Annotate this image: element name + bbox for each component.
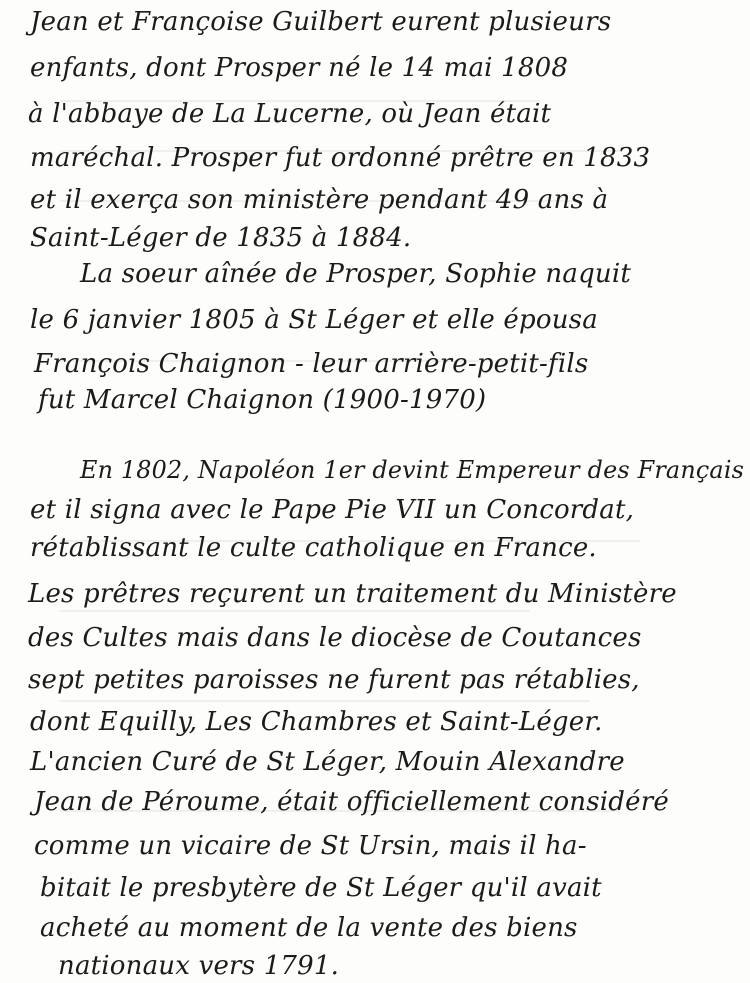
handwritten-line: En 1802, Napoléon 1er devint Empereur des Français	[80, 456, 745, 484]
handwritten-line: Jean et Françoise Guilbert eurent plusieurs	[30, 7, 612, 37]
handwritten-line: L'ancien Curé de St Léger, Mouin Alexandre	[30, 747, 625, 777]
handwritten-line: le 6 janvier 1805 à St Léger et elle épousa	[30, 305, 598, 335]
handwritten-line: enfants, dont Prosper né le 14 mai 1808	[30, 53, 569, 83]
handwritten-line: fut Marcel Chaignon (1900-1970)	[38, 385, 487, 415]
handwritten-line: sept petites paroisses ne furent pas rétablies,	[28, 665, 640, 695]
handwritten-line: La soeur aînée de Prosper, Sophie naquit	[80, 259, 632, 289]
handwritten-line: et il signa avec le Pape Pie VII un Concordat,	[30, 495, 635, 525]
handwritten-line: comme un vicaire de St Ursin, mais il ha-	[34, 831, 587, 861]
handwritten-line: à l'abbaye de La Lucerne, où Jean était	[28, 99, 552, 129]
handwritten-line: maréchal. Prosper fut ordonné prêtre en 1833	[30, 143, 651, 173]
handwritten-line: rétablissant le culte catholique en France.	[30, 533, 597, 563]
handwritten-line: Jean de Péroume, était officiellement considéré	[34, 787, 669, 817]
handwritten-line: nationaux vers 1791.	[58, 951, 340, 981]
handwritten-line: dont Equilly, Les Chambres et Saint-Léger.	[30, 707, 603, 737]
handwritten-line: et il exerça son ministère pendant 49 ans à	[30, 185, 609, 215]
handwritten-line: Saint-Léger de 1835 à 1884.	[30, 223, 412, 253]
handwritten-line: acheté au moment de la vente des biens	[40, 913, 578, 943]
handwritten-line: des Cultes mais dans le diocèse de Coutances	[28, 623, 642, 653]
handwritten-line: Les prêtres reçurent un traitement du Ministère	[28, 579, 677, 609]
handwritten-line: François Chaignon - leur arrière-petit-fils	[34, 349, 589, 379]
handwritten-line: bitait le presbytère de St Léger qu'il avait	[40, 873, 602, 903]
